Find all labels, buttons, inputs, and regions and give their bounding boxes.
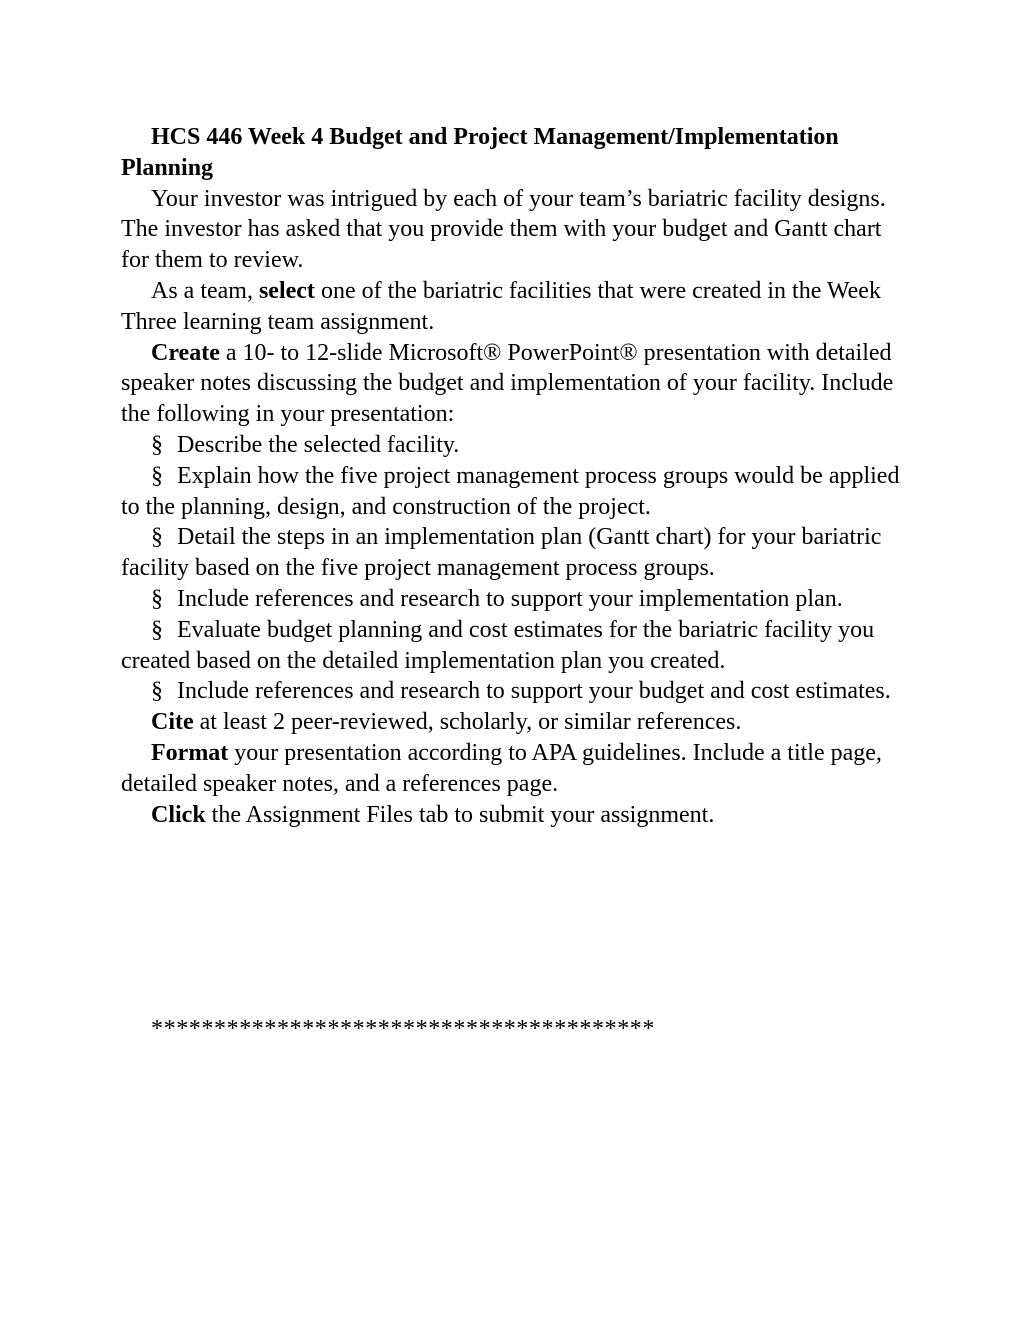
select-keyword: select (258, 277, 315, 304)
format-rest: your presentation according to APA guidelines. Include a title page, detailed speaker notes, and a references page. (121, 739, 882, 797)
bullet-icon: § (151, 585, 163, 612)
bullet-text: Describe the selected facility. (177, 431, 460, 458)
bullet-text: Explain how the five project management process groups would be applied to the planning, design, and construction of the project. (121, 462, 900, 520)
click-keyword: Click (151, 801, 206, 828)
bullet-item (121, 461, 911, 523)
format-keyword: Format (151, 739, 229, 766)
click-paragraph (121, 800, 911, 831)
bullet-item (121, 676, 911, 707)
bullet-icon: § (151, 678, 163, 705)
create-paragraph (121, 338, 911, 430)
bullet-item (121, 430, 911, 461)
select-rest: one of the bariatric facilities that were created in the Week Three learning team assignment. (121, 277, 881, 335)
bullet-text: Detail the steps in an implementation plan (Gantt chart) for your bariatric facility based on the five project management process groups. (121, 524, 882, 582)
intro-paragraph: Your investor was intrigued by each of your team’s bariatric facility designs. The investor has asked that you provide them with your budget and Gantt chart for them to review. (121, 185, 886, 274)
bullet-text: Evaluate budget planning and cost estimates for the bariatric facility you created based on the detailed implementation plan you created. (121, 616, 875, 674)
separator-line: **************************************** (151, 1016, 655, 1042)
bullet-text: Include references and research to support your budget and cost estimates. (177, 678, 891, 705)
bullet-item (121, 615, 911, 677)
click-rest: the Assignment Files tab to submit your assignment. (205, 801, 715, 828)
bullet-item (121, 584, 911, 615)
create-keyword: Create (151, 339, 220, 366)
bullet-icon: § (151, 431, 163, 458)
bullet-item (121, 522, 911, 584)
create-rest: a 10- to 12-slide Microsoft® PowerPoint® presentation with detailed speaker notes discussing the budget and implementation of your facility. Include the following in your presentation: (121, 339, 894, 428)
cite-keyword: Cite (151, 709, 194, 736)
document-title: HCS 446 Week 4 Budget and Project Management/Implementation Planning (121, 124, 839, 181)
bullet-icon: § (151, 616, 163, 643)
bullet-icon: § (151, 462, 163, 489)
bullet-icon: § (151, 524, 163, 551)
cite-rest: at least 2 peer-reviewed, scholarly, or similar references. (193, 709, 742, 736)
cite-paragraph (121, 707, 911, 738)
bullet-text: Include references and research to support your implementation plan. (177, 585, 843, 612)
select-paragraph (121, 276, 911, 338)
document-body (121, 122, 911, 830)
format-paragraph (121, 738, 911, 800)
select-lead: As a team, (151, 277, 259, 304)
